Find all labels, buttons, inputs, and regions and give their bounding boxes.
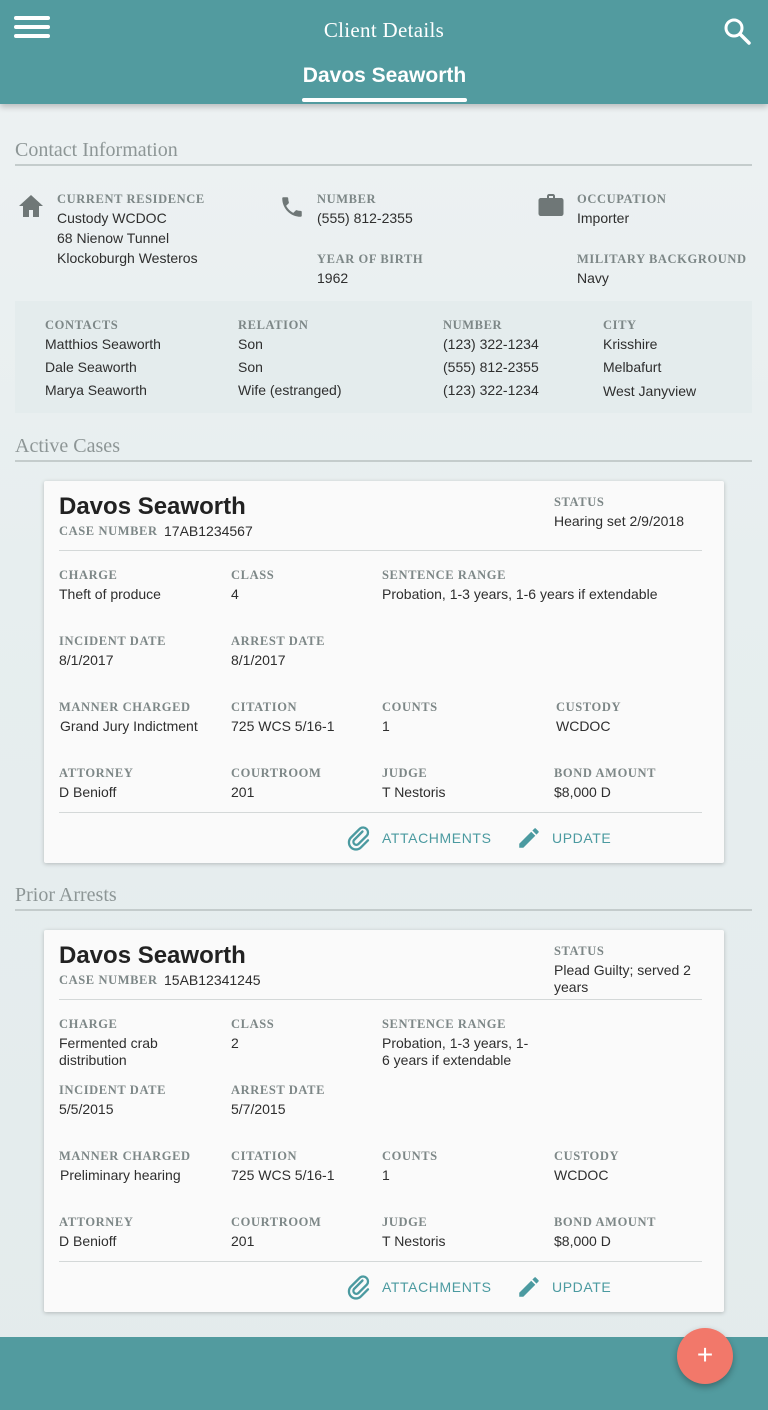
update-label: UPDATE bbox=[552, 830, 612, 846]
attorney: D Benioff bbox=[59, 1233, 117, 1249]
phone-icon bbox=[279, 194, 305, 225]
contact-relation: Wife (estranged) bbox=[238, 382, 342, 398]
update-button[interactable] bbox=[516, 825, 611, 851]
attachments-button[interactable] bbox=[346, 825, 492, 851]
manner-charged-label: MANNER CHARGED bbox=[59, 1149, 191, 1163]
residence-line-3: Klockoburgh Westeros bbox=[57, 250, 198, 266]
counts-label: COUNTS bbox=[382, 1149, 438, 1163]
tab-client-name[interactable]: Davos Seaworth bbox=[302, 64, 467, 87]
courtroom: 201 bbox=[231, 1233, 255, 1249]
incident-date: 8/1/2017 bbox=[59, 652, 114, 668]
class-label: CLASS bbox=[231, 1017, 275, 1031]
incident-date: 5/5/2015 bbox=[59, 1101, 114, 1117]
contact-city: Melbafurt bbox=[603, 359, 662, 375]
pencil-icon bbox=[516, 825, 542, 851]
contact-name: Dale Seaworth bbox=[45, 359, 137, 375]
attachments-label: ATTACHMENTS bbox=[382, 830, 492, 846]
charge: Fermented crab distribution bbox=[59, 1035, 158, 1068]
attorney: D Benioff bbox=[59, 784, 117, 800]
contacts-table bbox=[15, 301, 752, 413]
judge: T Nestoris bbox=[382, 784, 446, 800]
home-icon bbox=[18, 194, 44, 223]
contacts-header-city: CITY bbox=[603, 318, 637, 332]
residence-line-2: 68 Nienow Tunnel bbox=[57, 230, 170, 246]
case-number-label: CASE NUMBER bbox=[59, 524, 158, 538]
manner-charged-label: MANNER CHARGED bbox=[59, 700, 191, 714]
attachments-button[interactable] bbox=[346, 1274, 492, 1300]
sentence-range: Probation, 1-3 years, 1-6 years if extendable bbox=[382, 1035, 529, 1068]
update-button[interactable] bbox=[516, 1274, 611, 1300]
incident-date-label: INCIDENT DATE bbox=[59, 1083, 167, 1097]
sentence-range-label: SENTENCE RANGE bbox=[382, 568, 507, 582]
arrest-date: 8/1/2017 bbox=[231, 652, 286, 668]
courtroom-label: COURTROOM bbox=[231, 766, 322, 780]
courtroom: 201 bbox=[231, 784, 255, 800]
judge: T Nestoris bbox=[382, 1233, 446, 1249]
prior-arrest-card[interactable] bbox=[44, 930, 724, 1312]
case-client-name: Davos Seaworth bbox=[59, 942, 246, 969]
client-number: (555) 812-2355 bbox=[317, 210, 413, 226]
military-label: MILITARY BACKGROUND bbox=[577, 252, 747, 266]
manner-charged: Preliminary hearing bbox=[60, 1167, 181, 1183]
judge-label: JUDGE bbox=[382, 1215, 428, 1229]
year-of-birth: 1962 bbox=[317, 270, 349, 286]
class: 4 bbox=[231, 586, 239, 602]
bond-amount-label: BOND AMOUNT bbox=[554, 766, 657, 780]
app-header bbox=[0, 0, 768, 104]
pencil-icon bbox=[516, 1274, 542, 1300]
occupation-label: OCCUPATION bbox=[577, 192, 667, 206]
military-background: Navy bbox=[577, 270, 609, 286]
status-label: STATUS bbox=[554, 944, 605, 958]
briefcase-icon bbox=[538, 194, 564, 221]
residence-label: CURRENT RESIDENCE bbox=[57, 192, 205, 206]
citation: 725 WCS 5/16-1 bbox=[231, 718, 335, 734]
counts: 1 bbox=[382, 718, 390, 734]
divider bbox=[59, 550, 702, 551]
counts: 1 bbox=[382, 1167, 390, 1183]
manner-charged: Grand Jury Indictment bbox=[60, 718, 198, 734]
bond-amount-label: BOND AMOUNT bbox=[554, 1215, 657, 1229]
contact-number[interactable]: (555) 812-2355 bbox=[443, 359, 539, 375]
custody: WCDOC bbox=[554, 1167, 609, 1183]
active-case-card[interactable] bbox=[44, 481, 724, 863]
citation: 725 WCS 5/16-1 bbox=[231, 1167, 335, 1183]
status-label: STATUS bbox=[554, 495, 605, 509]
class-label: CLASS bbox=[231, 568, 275, 582]
page-title: Client Details bbox=[323, 18, 445, 42]
incident-date-label: INCIDENT DATE bbox=[59, 634, 167, 648]
section-title-prior-arrests: Prior Arrests bbox=[15, 883, 752, 911]
case-status: Plead Guilty; served 2 years bbox=[554, 962, 691, 995]
year-of-birth-label: YEAR OF BIRTH bbox=[317, 252, 424, 266]
attachments-label: ATTACHMENTS bbox=[382, 1279, 492, 1295]
contacts-header-relation: RELATION bbox=[238, 318, 309, 332]
arrest-date-label: ARREST DATE bbox=[231, 1083, 326, 1097]
number-label: NUMBER bbox=[317, 192, 377, 206]
divider bbox=[59, 812, 702, 813]
contact-name: Marya Seaworth bbox=[45, 382, 147, 398]
charge-label: CHARGE bbox=[59, 568, 118, 582]
divider bbox=[59, 1261, 702, 1262]
section-title-active-cases: Active Cases bbox=[15, 434, 752, 462]
attorney-label: ATTORNEY bbox=[59, 766, 134, 780]
contacts-header-number: NUMBER bbox=[443, 318, 503, 332]
contact-city: West Janyview bbox=[603, 383, 697, 399]
custody-label: CUSTODY bbox=[554, 1149, 620, 1163]
attorney-label: ATTORNEY bbox=[59, 1215, 134, 1229]
paperclip-icon bbox=[346, 1274, 372, 1300]
counts-label: COUNTS bbox=[382, 700, 438, 714]
charge: Theft of produce bbox=[59, 586, 161, 602]
contact-number[interactable]: (123) 322-1234 bbox=[443, 336, 539, 352]
add-button[interactable] bbox=[677, 1328, 733, 1384]
class: 2 bbox=[231, 1035, 239, 1051]
case-number-label: CASE NUMBER bbox=[59, 973, 158, 987]
contact-name: Matthios Seaworth bbox=[45, 336, 161, 352]
custody-label: CUSTODY bbox=[556, 700, 622, 714]
bond-amount: $8,000 D bbox=[554, 1233, 611, 1249]
judge-label: JUDGE bbox=[382, 766, 428, 780]
search-icon[interactable] bbox=[722, 16, 752, 46]
sentence-range: Probation, 1-3 years, 1-6 years if extendable bbox=[382, 586, 658, 602]
contact-relation: Son bbox=[238, 336, 263, 352]
update-label: UPDATE bbox=[552, 1279, 612, 1295]
bond-amount: $8,000 D bbox=[554, 784, 611, 800]
arrest-date: 5/7/2015 bbox=[231, 1101, 286, 1117]
courtroom-label: COURTROOM bbox=[231, 1215, 322, 1229]
section-title-contact-information: Contact Information bbox=[15, 138, 752, 166]
paperclip-icon bbox=[346, 825, 372, 851]
case-client-name: Davos Seaworth bbox=[59, 493, 246, 520]
citation-label: CITATION bbox=[231, 1149, 298, 1163]
residence-line-1: Custody WCDOC bbox=[57, 210, 167, 226]
contacts-header-name: CONTACTS bbox=[45, 318, 119, 332]
case-number: 15AB12341245 bbox=[164, 972, 261, 988]
sentence-range-label: SENTENCE RANGE bbox=[382, 1017, 507, 1031]
add-icon: + bbox=[696, 1339, 714, 1370]
occupation: Importer bbox=[577, 210, 630, 226]
charge-label: CHARGE bbox=[59, 1017, 118, 1031]
contact-relation: Son bbox=[238, 359, 263, 375]
contact-city: Krisshire bbox=[603, 336, 658, 352]
custody: WCDOC bbox=[556, 718, 611, 734]
case-number: 17AB1234567 bbox=[164, 523, 253, 539]
tab-indicator bbox=[302, 98, 467, 102]
arrest-date-label: ARREST DATE bbox=[231, 634, 326, 648]
citation-label: CITATION bbox=[231, 700, 298, 714]
divider bbox=[59, 999, 702, 1000]
bottom-bar bbox=[0, 1337, 768, 1410]
case-status: Hearing set 2/9/2018 bbox=[554, 513, 684, 529]
contact-number[interactable]: (123) 322-1234 bbox=[443, 382, 539, 398]
